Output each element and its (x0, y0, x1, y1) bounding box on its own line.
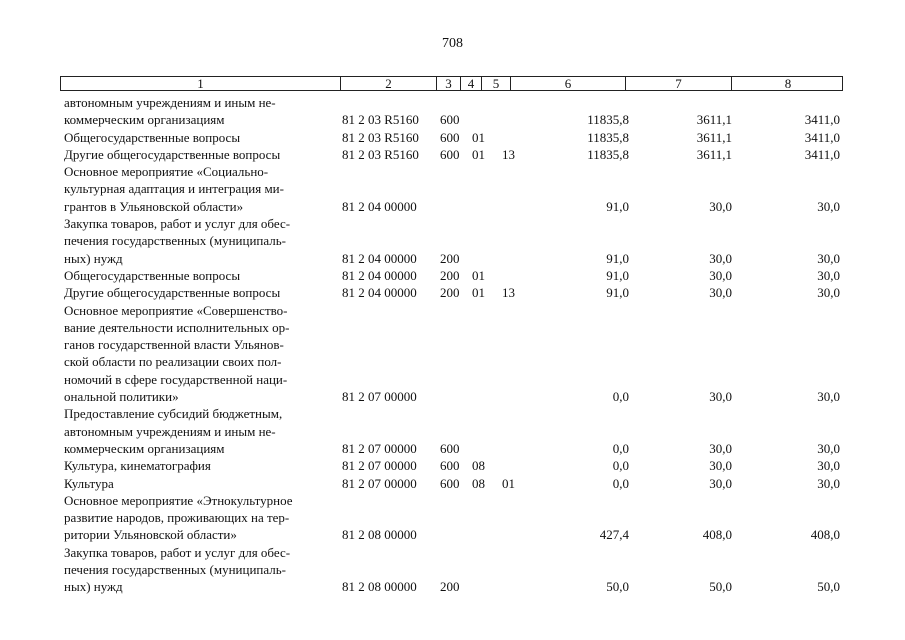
table-row (0, 163, 905, 215)
table-row (0, 267, 905, 284)
row-code: 81 2 04 00000 (342, 198, 417, 214)
row-code: 81 2 07 00000 (342, 389, 417, 405)
column-header-4: 4 (460, 77, 481, 90)
row-description (64, 163, 334, 215)
row-code: 81 2 03 R5160 (342, 129, 419, 145)
description-line: культурная адаптация и интеграция ми- (64, 181, 284, 197)
row-code: 81 2 07 00000 (342, 475, 417, 491)
column-header-2: 2 (340, 77, 436, 90)
description-line: Закупка товаров, работ и услуг для обес- (64, 216, 291, 232)
row-col3: 600 (440, 440, 460, 456)
row-description (64, 284, 334, 301)
table-row (0, 94, 905, 129)
row-description (64, 302, 334, 406)
description-line: грантов в Ульяновской области» (64, 198, 244, 214)
row-value-8: 30,0 (817, 389, 840, 405)
row-code: 81 2 03 R5160 (342, 146, 419, 162)
row-value-7: 30,0 (709, 458, 732, 474)
description-line: Другие общегосударственные вопросы (64, 146, 281, 162)
column-header-6: 6 (510, 77, 625, 90)
row-value-6: 11835,8 (587, 112, 629, 128)
table-row (0, 129, 905, 146)
description-line: Общегосударственные вопросы (64, 129, 241, 145)
row-value-8: 3411,0 (804, 146, 840, 162)
table-body (0, 94, 905, 596)
description-line: номочий в сфере государственной наци- (64, 371, 288, 387)
row-description (64, 129, 334, 146)
description-line: вание деятельности исполнительных ор- (64, 319, 290, 335)
row-value-6: 91,0 (606, 267, 629, 283)
row-value-7: 30,0 (709, 475, 732, 491)
row-value-8: 30,0 (817, 458, 840, 474)
row-col4: 08 (472, 458, 485, 474)
description-line: Другие общегосударственные вопросы (64, 285, 281, 301)
description-line: ритории Ульяновской области» (64, 527, 237, 543)
row-value-8: 30,0 (817, 267, 840, 283)
description-line: ганов государственной власти Ульянов- (64, 337, 284, 353)
row-col3: 600 (440, 129, 460, 145)
row-value-6: 0,0 (612, 389, 629, 405)
row-value-7: 50,0 (709, 579, 732, 595)
row-col3: 200 (440, 579, 460, 595)
table-row (0, 492, 905, 544)
description-line: автономным учреждениям и иным не- (64, 95, 276, 110)
table-row (0, 457, 905, 474)
row-code: 81 2 07 00000 (342, 458, 417, 474)
row-value-8: 30,0 (817, 198, 840, 214)
description-line: ональной политики» (64, 389, 179, 405)
row-value-6: 0,0 (612, 440, 629, 456)
column-header-7: 7 (625, 77, 731, 90)
row-code: 81 2 04 00000 (342, 285, 417, 301)
table-row (0, 405, 905, 457)
table-row (0, 215, 905, 267)
row-value-6: 91,0 (606, 250, 629, 266)
table-row (0, 302, 905, 406)
table-row (0, 284, 905, 301)
row-code: 81 2 04 00000 (342, 250, 417, 266)
row-value-7: 30,0 (709, 198, 732, 214)
row-code: 81 2 08 00000 (342, 527, 417, 543)
row-value-8: 30,0 (817, 285, 840, 301)
row-col5: 13 (502, 285, 515, 301)
row-value-6: 11835,8 (587, 129, 629, 145)
description-line: Общегосударственные вопросы (64, 267, 241, 283)
row-value-7: 30,0 (709, 285, 732, 301)
row-col4: 08 (472, 475, 485, 491)
row-col3: 200 (440, 267, 460, 283)
description-line: ных) нужд (64, 250, 123, 266)
description-line: коммерческим организациям (64, 112, 225, 128)
row-description (64, 94, 334, 129)
row-value-6: 11835,8 (587, 146, 629, 162)
row-value-6: 91,0 (606, 198, 629, 214)
row-value-7: 3611,1 (696, 112, 732, 128)
row-value-6: 0,0 (612, 475, 629, 491)
column-header-8: 8 (731, 77, 844, 90)
row-col3: 200 (440, 285, 460, 301)
table-row (0, 475, 905, 492)
row-value-6: 427,4 (599, 527, 629, 543)
row-col3: 600 (440, 146, 460, 162)
description-line: развитие народов, проживающих на тер- (64, 510, 290, 526)
description-line: ской области по реализации своих пол- (64, 354, 282, 370)
row-description (64, 475, 334, 492)
row-col5: 13 (502, 146, 515, 162)
row-value-8: 3411,0 (804, 129, 840, 145)
row-code: 81 2 07 00000 (342, 440, 417, 456)
column-header-3: 3 (436, 77, 460, 90)
row-col4: 01 (472, 267, 485, 283)
description-line: коммерческим организациям (64, 440, 225, 456)
row-col4: 01 (472, 146, 485, 162)
row-value-8: 3411,0 (804, 112, 840, 128)
description-line: Закупка товаров, работ и услуг для обес- (64, 544, 291, 560)
row-value-7: 408,0 (702, 527, 732, 543)
row-value-8: 408,0 (810, 527, 840, 543)
row-col3: 600 (440, 475, 460, 491)
row-col4: 01 (472, 129, 485, 145)
row-value-7: 3611,1 (696, 146, 732, 162)
table-header (60, 76, 843, 91)
row-col4: 01 (472, 285, 485, 301)
row-code: 81 2 08 00000 (342, 579, 417, 595)
row-description (64, 405, 334, 457)
row-description (64, 457, 334, 474)
row-value-8: 30,0 (817, 250, 840, 266)
row-description (64, 492, 334, 544)
row-description (64, 544, 334, 596)
description-line: печения государственных (муниципаль- (64, 562, 287, 578)
description-line: Основное мероприятие «Социально- (64, 164, 269, 180)
table-row (0, 146, 905, 163)
row-value-7: 30,0 (709, 389, 732, 405)
row-value-8: 50,0 (817, 579, 840, 595)
row-value-7: 30,0 (709, 440, 732, 456)
description-line: Культура (64, 475, 114, 491)
row-value-7: 3611,1 (696, 129, 732, 145)
row-col5: 01 (502, 475, 515, 491)
row-value-6: 50,0 (606, 579, 629, 595)
row-col3: 600 (440, 458, 460, 474)
row-value-7: 30,0 (709, 267, 732, 283)
description-line: ных) нужд (64, 579, 123, 595)
row-value-7: 30,0 (709, 250, 732, 266)
row-code: 81 2 04 00000 (342, 267, 417, 283)
row-value-8: 30,0 (817, 440, 840, 456)
description-line: Предоставление субсидий бюджетным, (64, 406, 283, 422)
row-description (64, 267, 334, 284)
page-number: 708 (442, 36, 463, 51)
row-col3: 200 (440, 250, 460, 266)
column-header-5: 5 (481, 77, 510, 90)
description-line: Основное мероприятие «Этнокультурное (64, 492, 293, 508)
row-description (64, 215, 334, 267)
description-line: автономным учреждениям и иным не- (64, 423, 276, 439)
table-row (0, 544, 905, 596)
column-header-1: 1 (197, 76, 204, 91)
row-col3: 600 (440, 112, 460, 128)
description-line: Культура, кинематография (64, 458, 211, 474)
row-description (64, 146, 334, 163)
row-value-6: 0,0 (612, 458, 629, 474)
row-value-6: 91,0 (606, 285, 629, 301)
row-code: 81 2 03 R5160 (342, 112, 419, 128)
description-line: Основное мероприятие «Совершенство- (64, 302, 288, 318)
description-line: печения государственных (муниципаль- (64, 233, 287, 249)
row-value-8: 30,0 (817, 475, 840, 491)
